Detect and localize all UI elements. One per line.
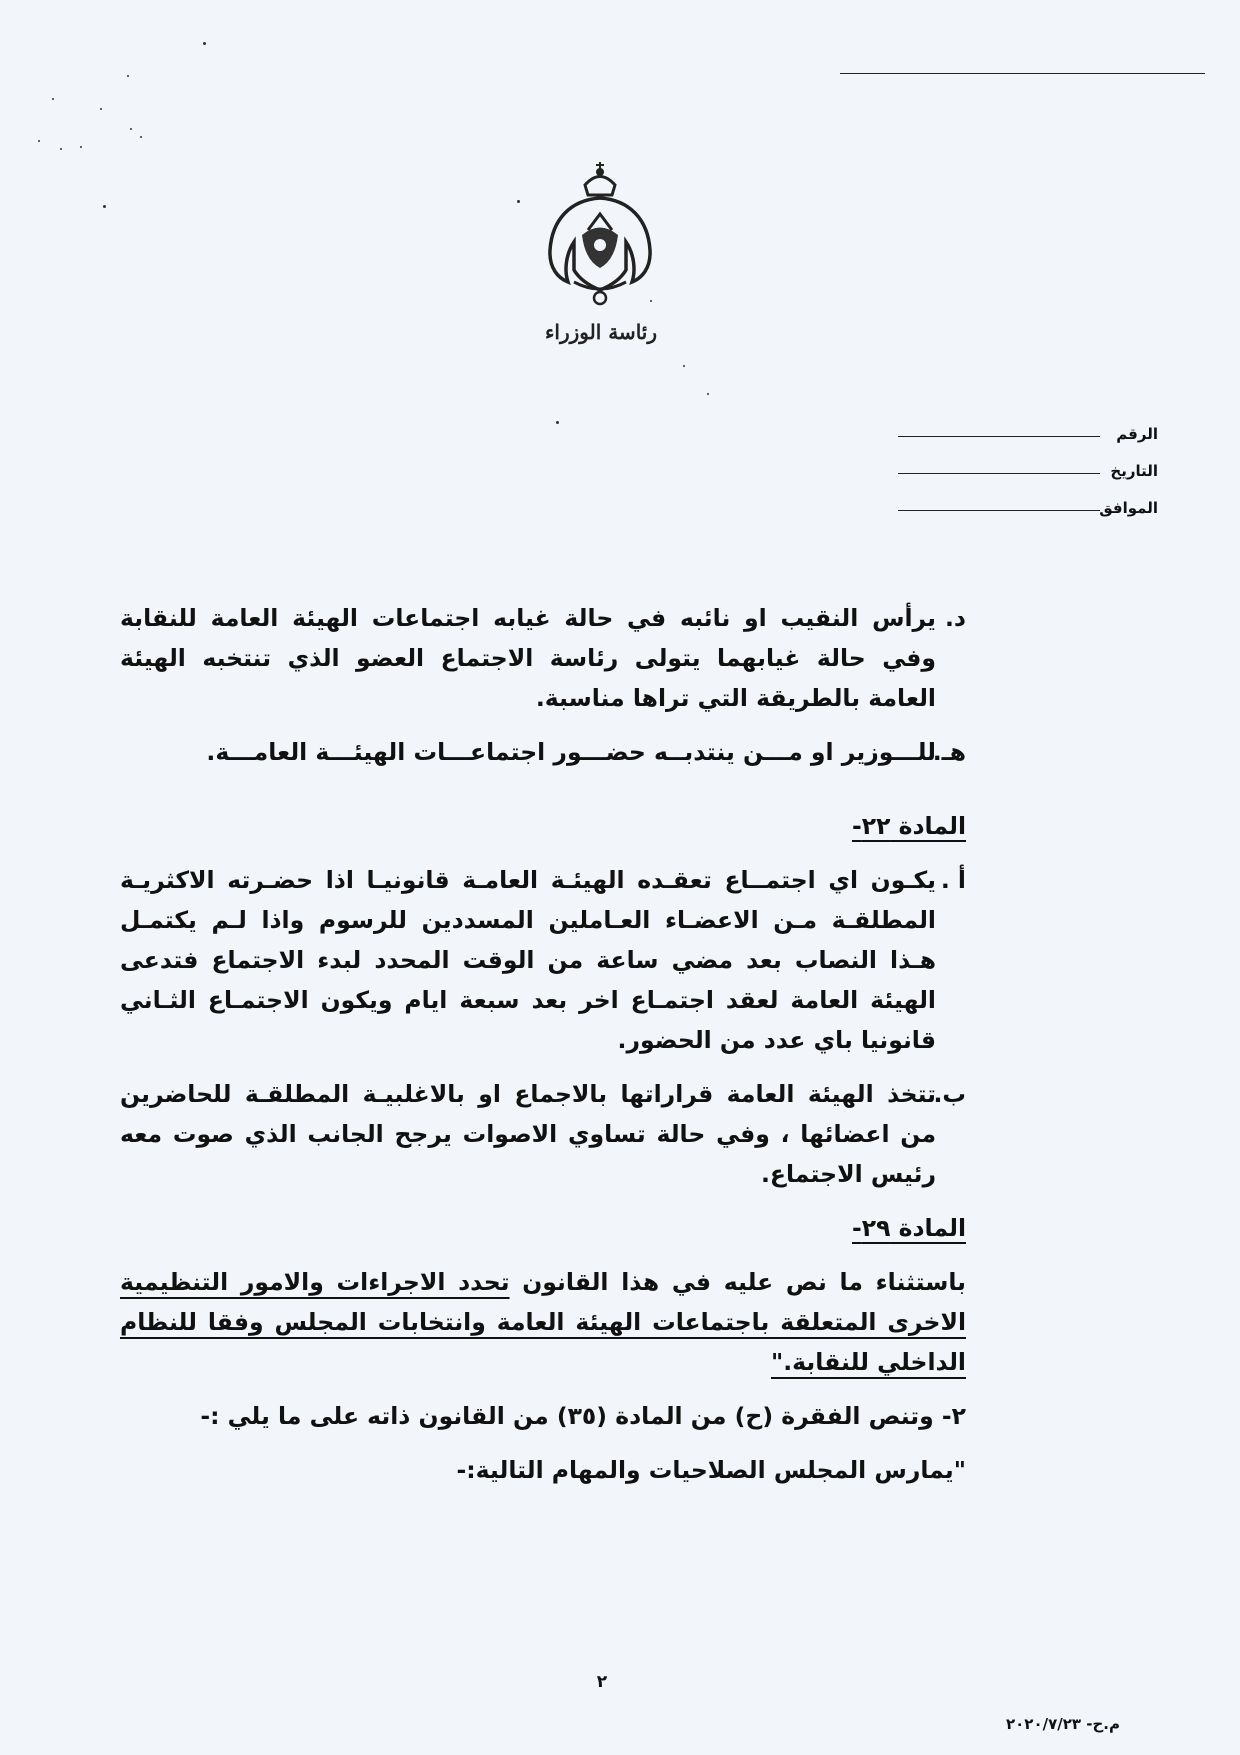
scan-speck: [556, 421, 559, 424]
scan-speck: [60, 148, 62, 150]
top-rule: [840, 73, 1205, 74]
scan-speck: [52, 98, 54, 100]
ref-field-corresponding: [898, 480, 1158, 517]
clause-text: يكـون اي اجتمــاع تعقـده الهيئـة العامـة قانونيـا اذا حضـرته الاكثريـة المطلقـة مـن الاعضـاء العـاملين المسددين للرسوم واذا لـم يكتمـل هـذا النصاب بعد مضي ساعة من الوقت المحدد لبدء الاجتماع فتدعى الهيئة العامة لعقد اجتمـاع اخر بعد سبعة ايام ويكون الاجتمـاع الثـاني قانونيا باي عدد من الحضور.: [120, 866, 936, 1054]
quote-line: "يمارس المجلس الصلاحيات والمهام التالية:-: [456, 1456, 966, 1484]
clause-text: يرأس النقيب او نائبه في حالة غيابه اجتماعات الهيئة العامة للنقابة وفي حالة غيابهما يتولى رئاسة الاجتماع العضو الذي تنتخبه الهيئة العامة بالطريقة التي تراها مناسبة.: [120, 604, 936, 712]
clause-marker: هـ.: [932, 738, 966, 766]
clause-b: [120, 1074, 966, 1194]
article-29-heading: المادة ٢٩-: [851, 1214, 966, 1242]
clause-marker: ب.: [933, 1080, 966, 1108]
ref-field-number: [898, 406, 1158, 443]
ref-blank-line: [898, 473, 1100, 474]
scan-speck: [38, 140, 40, 142]
article-29-text: [120, 1262, 966, 1382]
reference-fields: [898, 406, 1158, 517]
article-22-heading: المادة ٢٢-: [851, 812, 966, 840]
scan-speck: [80, 146, 82, 148]
clause-d: [120, 598, 966, 718]
ref-label: الموافق: [1099, 499, 1158, 517]
document-body: [120, 598, 966, 1490]
scan-speck: [103, 205, 106, 208]
ref-blank-line: [898, 436, 1100, 437]
emblem-caption: رئاسة الوزراء: [544, 320, 658, 344]
scan-speck: [140, 136, 142, 138]
scan-speck: [130, 128, 132, 130]
clause-text: تتخذ الهيئة العامة قراراتها بالاجماع او بالاغلبيـة المطلقـة للحاضرين من اعضائها ، وفي حالة تساوي الاصوات يرجح الجانب الذي صوت معه رئيس الاجتماع.: [120, 1080, 936, 1188]
scan-speck: [203, 42, 206, 45]
page-number: ٢: [596, 1672, 608, 1692]
ref-field-date: [898, 443, 1158, 480]
clause-a: [120, 860, 966, 1060]
jordan-coat-of-arms-icon: [540, 150, 660, 310]
scan-speck: [707, 393, 709, 395]
article-29-underlined: تحدد الاجراءات والامور التنظيمية الاخرى المتعلقة باجتماعات الهيئة العامة وانتخابات المجلس وفقا للنظام الداخلي للنقابة.": [120, 1268, 966, 1376]
ref-label: الرقم: [1116, 425, 1158, 443]
scan-speck: [127, 75, 129, 77]
clause-text: للـــوزير او مـــن ينتدبــه حضـــور اجتماعـــات الهيئـــة العامـــة.: [206, 738, 936, 766]
clause-marker: د.: [945, 604, 966, 632]
scan-speck: [683, 365, 685, 367]
clause-marker: أ .: [940, 866, 966, 894]
point-2: ٢- وتنص الفقرة (ح) من المادة (٣٥) من القانون ذاته على ما يلي :-: [200, 1402, 966, 1430]
ref-blank-line: [898, 510, 1100, 511]
scan-speck: [100, 108, 102, 110]
footer-reference: م.ح- ٢٠٢٠/٧/٢٣: [1006, 1715, 1120, 1733]
clause-h: [120, 732, 966, 772]
scan-speck: [517, 200, 520, 203]
article-29-lead: باستثناء ما نص عليه في هذا القانون: [522, 1268, 966, 1296]
ref-label: التاريخ: [1110, 462, 1158, 480]
